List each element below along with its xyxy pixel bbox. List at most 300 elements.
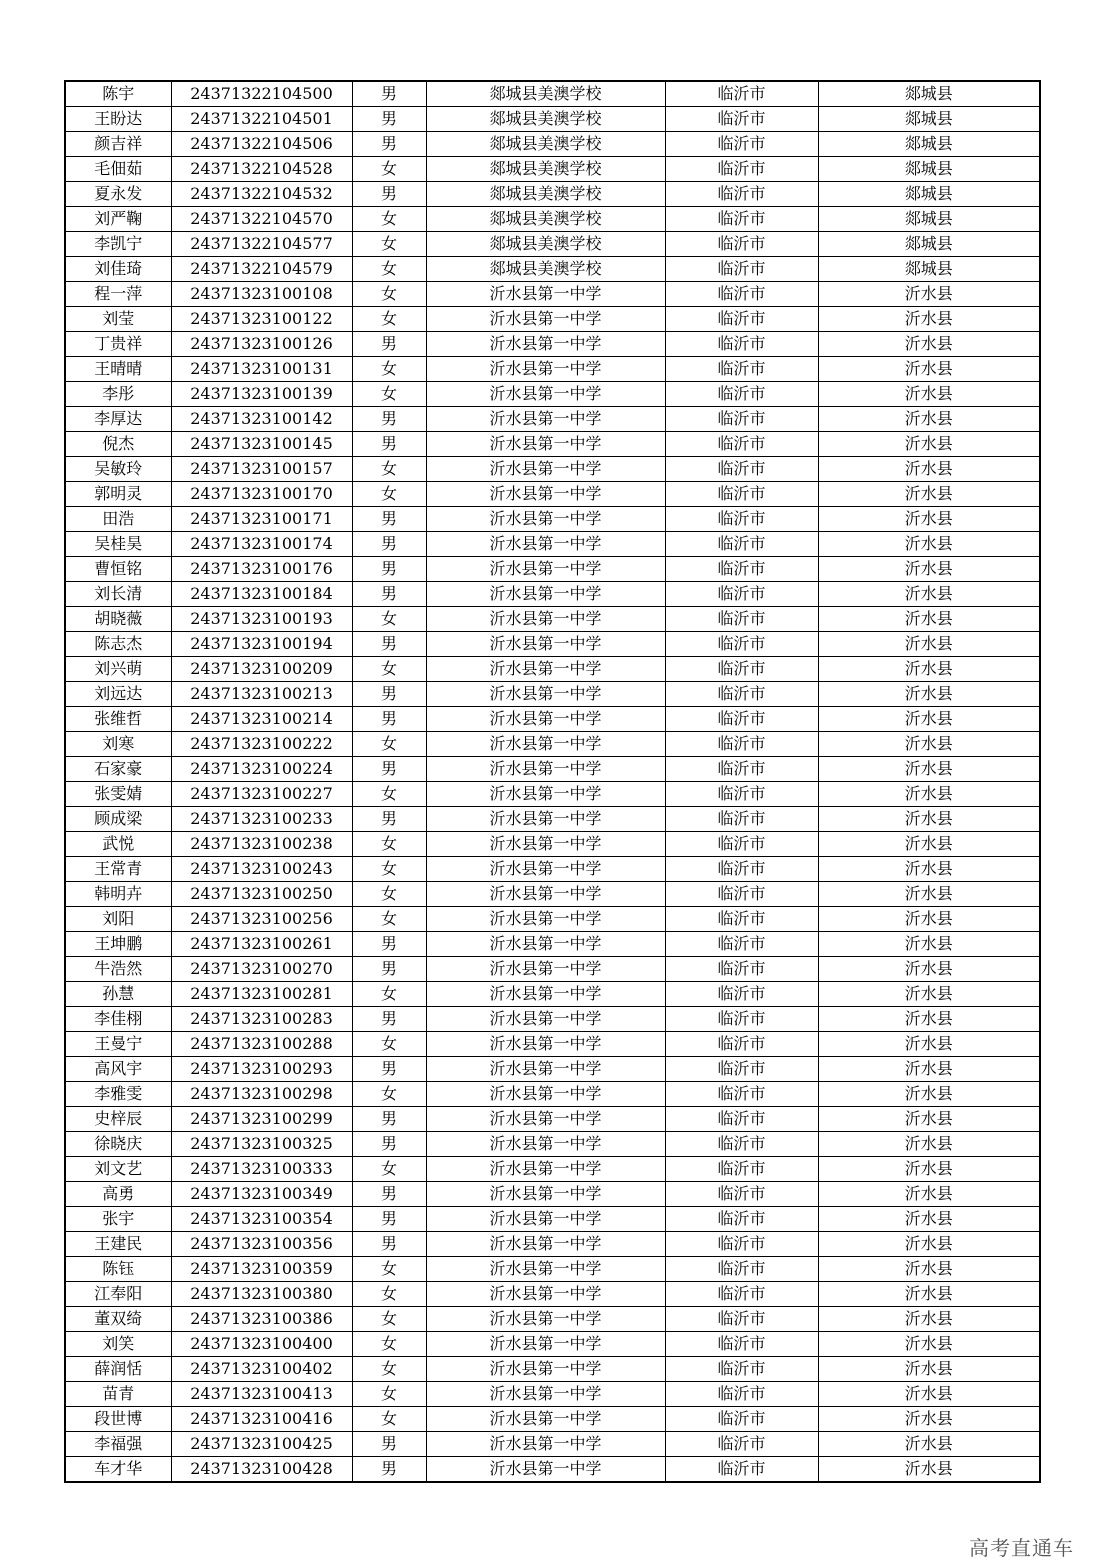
gender-cell: 男 [352, 1432, 426, 1457]
school-cell: 沂水县第一中学 [426, 1207, 665, 1232]
student-name-cell: 陈宇 [65, 81, 171, 107]
county-cell: 沂水县 [818, 657, 1040, 682]
school-cell: 沂水县第一中学 [426, 782, 665, 807]
table-row [65, 1232, 1040, 1257]
county-cell: 沂水县 [818, 782, 1040, 807]
gender-cell: 男 [352, 332, 426, 357]
student-name-cell: 刘莹 [65, 307, 171, 332]
city-cell: 临沂市 [665, 1157, 818, 1182]
gender-cell: 女 [352, 382, 426, 407]
exam-number-cell: 24371323100428 [171, 1457, 352, 1483]
gender-cell: 女 [352, 207, 426, 232]
table-row [65, 432, 1040, 457]
gender-cell: 男 [352, 182, 426, 207]
exam-number-cell: 24371323100416 [171, 1407, 352, 1432]
city-cell: 临沂市 [665, 482, 818, 507]
city-cell: 临沂市 [665, 1232, 818, 1257]
school-cell: 沂水县第一中学 [426, 1407, 665, 1432]
county-cell: 沂水县 [818, 1057, 1040, 1082]
table-row [65, 1307, 1040, 1332]
county-cell: 沂水县 [818, 1457, 1040, 1483]
exam-number-cell: 24371323100298 [171, 1082, 352, 1107]
school-cell: 沂水县第一中学 [426, 382, 665, 407]
exam-number-cell: 24371323100283 [171, 1007, 352, 1032]
county-cell: 沂水县 [818, 1282, 1040, 1307]
county-cell: 郯城县 [818, 257, 1040, 282]
city-cell: 临沂市 [665, 132, 818, 157]
table-row [65, 507, 1040, 532]
city-cell: 临沂市 [665, 682, 818, 707]
exam-number-cell: 24371323100126 [171, 332, 352, 357]
table-row [65, 81, 1040, 107]
table-row [65, 332, 1040, 357]
exam-number-cell: 24371323100209 [171, 657, 352, 682]
table-row [65, 1332, 1040, 1357]
gender-cell: 男 [352, 1132, 426, 1157]
student-name-cell: 李雅雯 [65, 1082, 171, 1107]
city-cell: 临沂市 [665, 1332, 818, 1357]
exam-number-cell: 24371323100171 [171, 507, 352, 532]
student-name-cell: 石家豪 [65, 757, 171, 782]
city-cell: 临沂市 [665, 457, 818, 482]
student-name-cell: 顾成梁 [65, 807, 171, 832]
table-row [65, 132, 1040, 157]
city-cell: 临沂市 [665, 182, 818, 207]
city-cell: 临沂市 [665, 1382, 818, 1407]
gender-cell: 男 [352, 957, 426, 982]
gender-cell: 男 [352, 632, 426, 657]
table-row [65, 732, 1040, 757]
gender-cell: 女 [352, 1032, 426, 1057]
school-cell: 沂水县第一中学 [426, 757, 665, 782]
gender-cell: 女 [352, 732, 426, 757]
school-cell: 沂水县第一中学 [426, 1382, 665, 1407]
school-cell: 沂水县第一中学 [426, 1332, 665, 1357]
city-cell: 临沂市 [665, 107, 818, 132]
city-cell: 临沂市 [665, 1057, 818, 1082]
table-row [65, 357, 1040, 382]
student-name-cell: 薛润恬 [65, 1357, 171, 1382]
table-row [65, 307, 1040, 332]
gender-cell: 男 [352, 532, 426, 557]
exam-number-cell: 24371322104528 [171, 157, 352, 182]
gender-cell: 男 [352, 932, 426, 957]
county-cell: 沂水县 [818, 1332, 1040, 1357]
county-cell: 沂水县 [818, 1257, 1040, 1282]
table-row [65, 382, 1040, 407]
table-row [65, 1457, 1040, 1483]
county-cell: 郯城县 [818, 157, 1040, 182]
county-cell: 沂水县 [818, 1432, 1040, 1457]
table-row [65, 407, 1040, 432]
school-cell: 沂水县第一中学 [426, 657, 665, 682]
student-name-cell: 王坤鹏 [65, 932, 171, 957]
table-row [65, 757, 1040, 782]
table-row [65, 782, 1040, 807]
county-cell: 沂水县 [818, 357, 1040, 382]
gender-cell: 女 [352, 257, 426, 282]
table-row [65, 1032, 1040, 1057]
county-cell: 沂水县 [818, 957, 1040, 982]
exam-number-cell: 24371322104532 [171, 182, 352, 207]
gender-cell: 男 [352, 407, 426, 432]
gender-cell: 男 [352, 107, 426, 132]
school-cell: 沂水县第一中学 [426, 582, 665, 607]
school-cell: 沂水县第一中学 [426, 1282, 665, 1307]
gender-cell: 女 [352, 1332, 426, 1357]
school-cell: 郯城县美澳学校 [426, 207, 665, 232]
table-row [65, 1382, 1040, 1407]
city-cell: 临沂市 [665, 1307, 818, 1332]
school-cell: 沂水县第一中学 [426, 1032, 665, 1057]
school-cell: 沂水县第一中学 [426, 932, 665, 957]
city-cell: 临沂市 [665, 282, 818, 307]
school-cell: 沂水县第一中学 [426, 682, 665, 707]
table-row [65, 657, 1040, 682]
table-row [65, 1432, 1040, 1457]
table-row [65, 157, 1040, 182]
county-cell: 沂水县 [818, 857, 1040, 882]
student-name-cell: 车才华 [65, 1457, 171, 1483]
city-cell: 临沂市 [665, 1032, 818, 1057]
exam-number-cell: 24371323100170 [171, 482, 352, 507]
county-cell: 沂水县 [818, 732, 1040, 757]
exam-number-cell: 24371323100256 [171, 907, 352, 932]
gender-cell: 女 [352, 907, 426, 932]
school-cell: 沂水县第一中学 [426, 457, 665, 482]
student-name-cell: 王晴晴 [65, 357, 171, 382]
school-cell: 沂水县第一中学 [426, 407, 665, 432]
exam-number-cell: 24371322104577 [171, 232, 352, 257]
county-cell: 沂水县 [818, 1032, 1040, 1057]
county-cell: 沂水县 [818, 407, 1040, 432]
student-name-cell: 王常青 [65, 857, 171, 882]
student-name-cell: 曹恒铭 [65, 557, 171, 582]
gender-cell: 男 [352, 707, 426, 732]
county-cell: 郯城县 [818, 107, 1040, 132]
table-row [65, 457, 1040, 482]
school-cell: 沂水县第一中学 [426, 632, 665, 657]
school-cell: 郯城县美澳学校 [426, 257, 665, 282]
exam-number-cell: 24371323100356 [171, 1232, 352, 1257]
table-row [65, 532, 1040, 557]
exam-number-cell: 24371323100270 [171, 957, 352, 982]
table-row [65, 1007, 1040, 1032]
city-cell: 临沂市 [665, 432, 818, 457]
table-row [65, 857, 1040, 882]
exam-number-cell: 24371323100213 [171, 682, 352, 707]
gender-cell: 女 [352, 1307, 426, 1332]
student-name-cell: 李彤 [65, 382, 171, 407]
student-name-cell: 陈志杰 [65, 632, 171, 657]
city-cell: 临沂市 [665, 1182, 818, 1207]
city-cell: 临沂市 [665, 257, 818, 282]
county-cell: 沂水县 [818, 932, 1040, 957]
county-cell: 沂水县 [818, 1082, 1040, 1107]
city-cell: 临沂市 [665, 507, 818, 532]
student-name-cell: 颜吉祥 [65, 132, 171, 157]
table-row [65, 932, 1040, 957]
exam-number-cell: 24371323100293 [171, 1057, 352, 1082]
city-cell: 临沂市 [665, 707, 818, 732]
school-cell: 沂水县第一中学 [426, 482, 665, 507]
student-name-cell: 张宇 [65, 1207, 171, 1232]
student-name-cell: 夏永发 [65, 182, 171, 207]
student-name-cell: 倪杰 [65, 432, 171, 457]
gender-cell: 男 [352, 807, 426, 832]
gender-cell: 女 [352, 1257, 426, 1282]
student-name-cell: 刘佳琦 [65, 257, 171, 282]
school-cell: 沂水县第一中学 [426, 1357, 665, 1382]
city-cell: 临沂市 [665, 357, 818, 382]
city-cell: 临沂市 [665, 957, 818, 982]
school-cell: 沂水县第一中学 [426, 307, 665, 332]
table-row [65, 1082, 1040, 1107]
exam-number-cell: 24371323100380 [171, 1282, 352, 1307]
exam-number-cell: 24371323100184 [171, 582, 352, 607]
exam-number-cell: 24371323100142 [171, 407, 352, 432]
student-name-cell: 刘远达 [65, 682, 171, 707]
county-cell: 沂水县 [818, 982, 1040, 1007]
county-cell: 沂水县 [818, 832, 1040, 857]
student-name-cell: 吴桂昊 [65, 532, 171, 557]
table-row [65, 1057, 1040, 1082]
exam-number-cell: 24371323100288 [171, 1032, 352, 1057]
exam-number-cell: 24371323100157 [171, 457, 352, 482]
county-cell: 郯城县 [818, 132, 1040, 157]
exam-number-cell: 24371322104500 [171, 81, 352, 107]
gender-cell: 男 [352, 132, 426, 157]
gender-cell: 男 [352, 1107, 426, 1132]
school-cell: 沂水县第一中学 [426, 907, 665, 932]
gender-cell: 男 [352, 1457, 426, 1483]
city-cell: 临沂市 [665, 1007, 818, 1032]
gender-cell: 女 [352, 1382, 426, 1407]
student-name-cell: 程一萍 [65, 282, 171, 307]
school-cell: 沂水县第一中学 [426, 857, 665, 882]
student-list-table [64, 80, 1041, 1483]
school-cell: 沂水县第一中学 [426, 1132, 665, 1157]
gender-cell: 女 [352, 832, 426, 857]
school-cell: 沂水县第一中学 [426, 282, 665, 307]
gender-cell: 男 [352, 1207, 426, 1232]
exam-number-cell: 24371323100281 [171, 982, 352, 1007]
county-cell: 沂水县 [818, 1132, 1040, 1157]
county-cell: 沂水县 [818, 1357, 1040, 1382]
student-name-cell: 丁贵祥 [65, 332, 171, 357]
school-cell: 沂水县第一中学 [426, 1457, 665, 1483]
table-row [65, 607, 1040, 632]
school-cell: 沂水县第一中学 [426, 732, 665, 757]
gender-cell: 女 [352, 1407, 426, 1432]
county-cell: 沂水县 [818, 457, 1040, 482]
county-cell: 沂水县 [818, 582, 1040, 607]
student-name-cell: 毛佃茹 [65, 157, 171, 182]
exam-number-cell: 24371322104570 [171, 207, 352, 232]
school-cell: 沂水县第一中学 [426, 1007, 665, 1032]
school-cell: 沂水县第一中学 [426, 982, 665, 1007]
county-cell: 沂水县 [818, 382, 1040, 407]
city-cell: 临沂市 [665, 1207, 818, 1232]
student-name-cell: 牛浩然 [65, 957, 171, 982]
city-cell: 临沂市 [665, 732, 818, 757]
gender-cell: 女 [352, 857, 426, 882]
city-cell: 临沂市 [665, 907, 818, 932]
school-cell: 沂水县第一中学 [426, 432, 665, 457]
city-cell: 临沂市 [665, 207, 818, 232]
city-cell: 临沂市 [665, 532, 818, 557]
exam-number-cell: 24371322104506 [171, 132, 352, 157]
city-cell: 临沂市 [665, 607, 818, 632]
exam-number-cell: 24371323100193 [171, 607, 352, 632]
exam-number-cell: 24371323100227 [171, 782, 352, 807]
school-cell: 郯城县美澳学校 [426, 107, 665, 132]
student-name-cell: 史梓辰 [65, 1107, 171, 1132]
exam-number-cell: 24371323100349 [171, 1182, 352, 1207]
exam-number-cell: 24371323100222 [171, 732, 352, 757]
county-cell: 沂水县 [818, 807, 1040, 832]
gender-cell: 女 [352, 882, 426, 907]
exam-number-cell: 24371323100176 [171, 557, 352, 582]
city-cell: 临沂市 [665, 657, 818, 682]
county-cell: 郯城县 [818, 182, 1040, 207]
gender-cell: 男 [352, 1182, 426, 1207]
county-cell: 沂水县 [818, 1232, 1040, 1257]
table-row [65, 907, 1040, 932]
city-cell: 临沂市 [665, 1107, 818, 1132]
county-cell: 沂水县 [818, 1107, 1040, 1132]
table-row [65, 1132, 1040, 1157]
city-cell: 临沂市 [665, 1357, 818, 1382]
gender-cell: 女 [352, 307, 426, 332]
county-cell: 沂水县 [818, 1407, 1040, 1432]
city-cell: 临沂市 [665, 932, 818, 957]
school-cell: 沂水县第一中学 [426, 707, 665, 732]
table-row [65, 1207, 1040, 1232]
city-cell: 临沂市 [665, 882, 818, 907]
city-cell: 临沂市 [665, 1082, 818, 1107]
county-cell: 沂水县 [818, 757, 1040, 782]
student-name-cell: 郭明灵 [65, 482, 171, 507]
gender-cell: 男 [352, 557, 426, 582]
county-cell: 沂水县 [818, 1007, 1040, 1032]
student-name-cell: 王建民 [65, 1232, 171, 1257]
gender-cell: 女 [352, 982, 426, 1007]
county-cell: 郯城县 [818, 81, 1040, 107]
county-cell: 沂水县 [818, 1382, 1040, 1407]
table-row [65, 232, 1040, 257]
school-cell: 郯城县美澳学校 [426, 132, 665, 157]
gender-cell: 女 [352, 157, 426, 182]
city-cell: 临沂市 [665, 307, 818, 332]
student-name-cell: 江奉阳 [65, 1282, 171, 1307]
city-cell: 临沂市 [665, 1282, 818, 1307]
city-cell: 临沂市 [665, 1432, 818, 1457]
city-cell: 临沂市 [665, 857, 818, 882]
exam-number-cell: 24371323100354 [171, 1207, 352, 1232]
exam-number-cell: 24371323100243 [171, 857, 352, 882]
student-name-cell: 高风宇 [65, 1057, 171, 1082]
student-name-cell: 王曼宁 [65, 1032, 171, 1057]
watermark-text: 高考直通车 [969, 1536, 1074, 1560]
student-name-cell: 胡晓薇 [65, 607, 171, 632]
table-row [65, 1157, 1040, 1182]
gender-cell: 女 [352, 357, 426, 382]
school-cell: 郯城县美澳学校 [426, 232, 665, 257]
county-cell: 沂水县 [818, 632, 1040, 657]
student-name-cell: 刘阳 [65, 907, 171, 932]
table-row [65, 1182, 1040, 1207]
city-cell: 临沂市 [665, 1407, 818, 1432]
city-cell: 临沂市 [665, 382, 818, 407]
gender-cell: 男 [352, 1007, 426, 1032]
school-cell: 沂水县第一中学 [426, 1057, 665, 1082]
city-cell: 临沂市 [665, 1132, 818, 1157]
exam-number-cell: 24371323100325 [171, 1132, 352, 1157]
student-name-cell: 高勇 [65, 1182, 171, 1207]
gender-cell: 男 [352, 757, 426, 782]
exam-number-cell: 24371323100122 [171, 307, 352, 332]
table-row [65, 207, 1040, 232]
county-cell: 沂水县 [818, 1307, 1040, 1332]
school-cell: 沂水县第一中学 [426, 557, 665, 582]
city-cell: 临沂市 [665, 632, 818, 657]
county-cell: 沂水县 [818, 432, 1040, 457]
student-name-cell: 刘文艺 [65, 1157, 171, 1182]
student-name-cell: 武悦 [65, 832, 171, 857]
exam-number-cell: 24371323100174 [171, 532, 352, 557]
city-cell: 临沂市 [665, 807, 818, 832]
student-name-cell: 苗青 [65, 1382, 171, 1407]
student-name-cell: 李凯宁 [65, 232, 171, 257]
student-name-cell: 段世博 [65, 1407, 171, 1432]
school-cell: 沂水县第一中学 [426, 1107, 665, 1132]
table-row [65, 107, 1040, 132]
school-cell: 沂水县第一中学 [426, 882, 665, 907]
table-row [65, 1107, 1040, 1132]
school-cell: 沂水县第一中学 [426, 807, 665, 832]
county-cell: 沂水县 [818, 482, 1040, 507]
student-name-cell: 李福强 [65, 1432, 171, 1457]
county-cell: 沂水县 [818, 282, 1040, 307]
county-cell: 沂水县 [818, 307, 1040, 332]
gender-cell: 男 [352, 1232, 426, 1257]
county-cell: 沂水县 [818, 607, 1040, 632]
gender-cell: 男 [352, 682, 426, 707]
county-cell: 沂水县 [818, 332, 1040, 357]
gender-cell: 女 [352, 457, 426, 482]
exam-number-cell: 24371323100224 [171, 757, 352, 782]
school-cell: 沂水县第一中学 [426, 607, 665, 632]
table-row [65, 582, 1040, 607]
county-cell: 沂水县 [818, 532, 1040, 557]
student-name-cell: 刘长清 [65, 582, 171, 607]
table-row [65, 957, 1040, 982]
county-cell: 沂水县 [818, 907, 1040, 932]
exam-number-cell: 24371323100139 [171, 382, 352, 407]
table-row [65, 982, 1040, 1007]
exam-number-cell: 24371323100261 [171, 932, 352, 957]
table-row [65, 632, 1040, 657]
city-cell: 临沂市 [665, 407, 818, 432]
exam-number-cell: 24371323100402 [171, 1357, 352, 1382]
gender-cell: 女 [352, 282, 426, 307]
exam-number-cell: 24371323100238 [171, 832, 352, 857]
city-cell: 临沂市 [665, 232, 818, 257]
school-cell: 沂水县第一中学 [426, 832, 665, 857]
table-row [65, 1257, 1040, 1282]
student-name-cell: 刘笑 [65, 1332, 171, 1357]
